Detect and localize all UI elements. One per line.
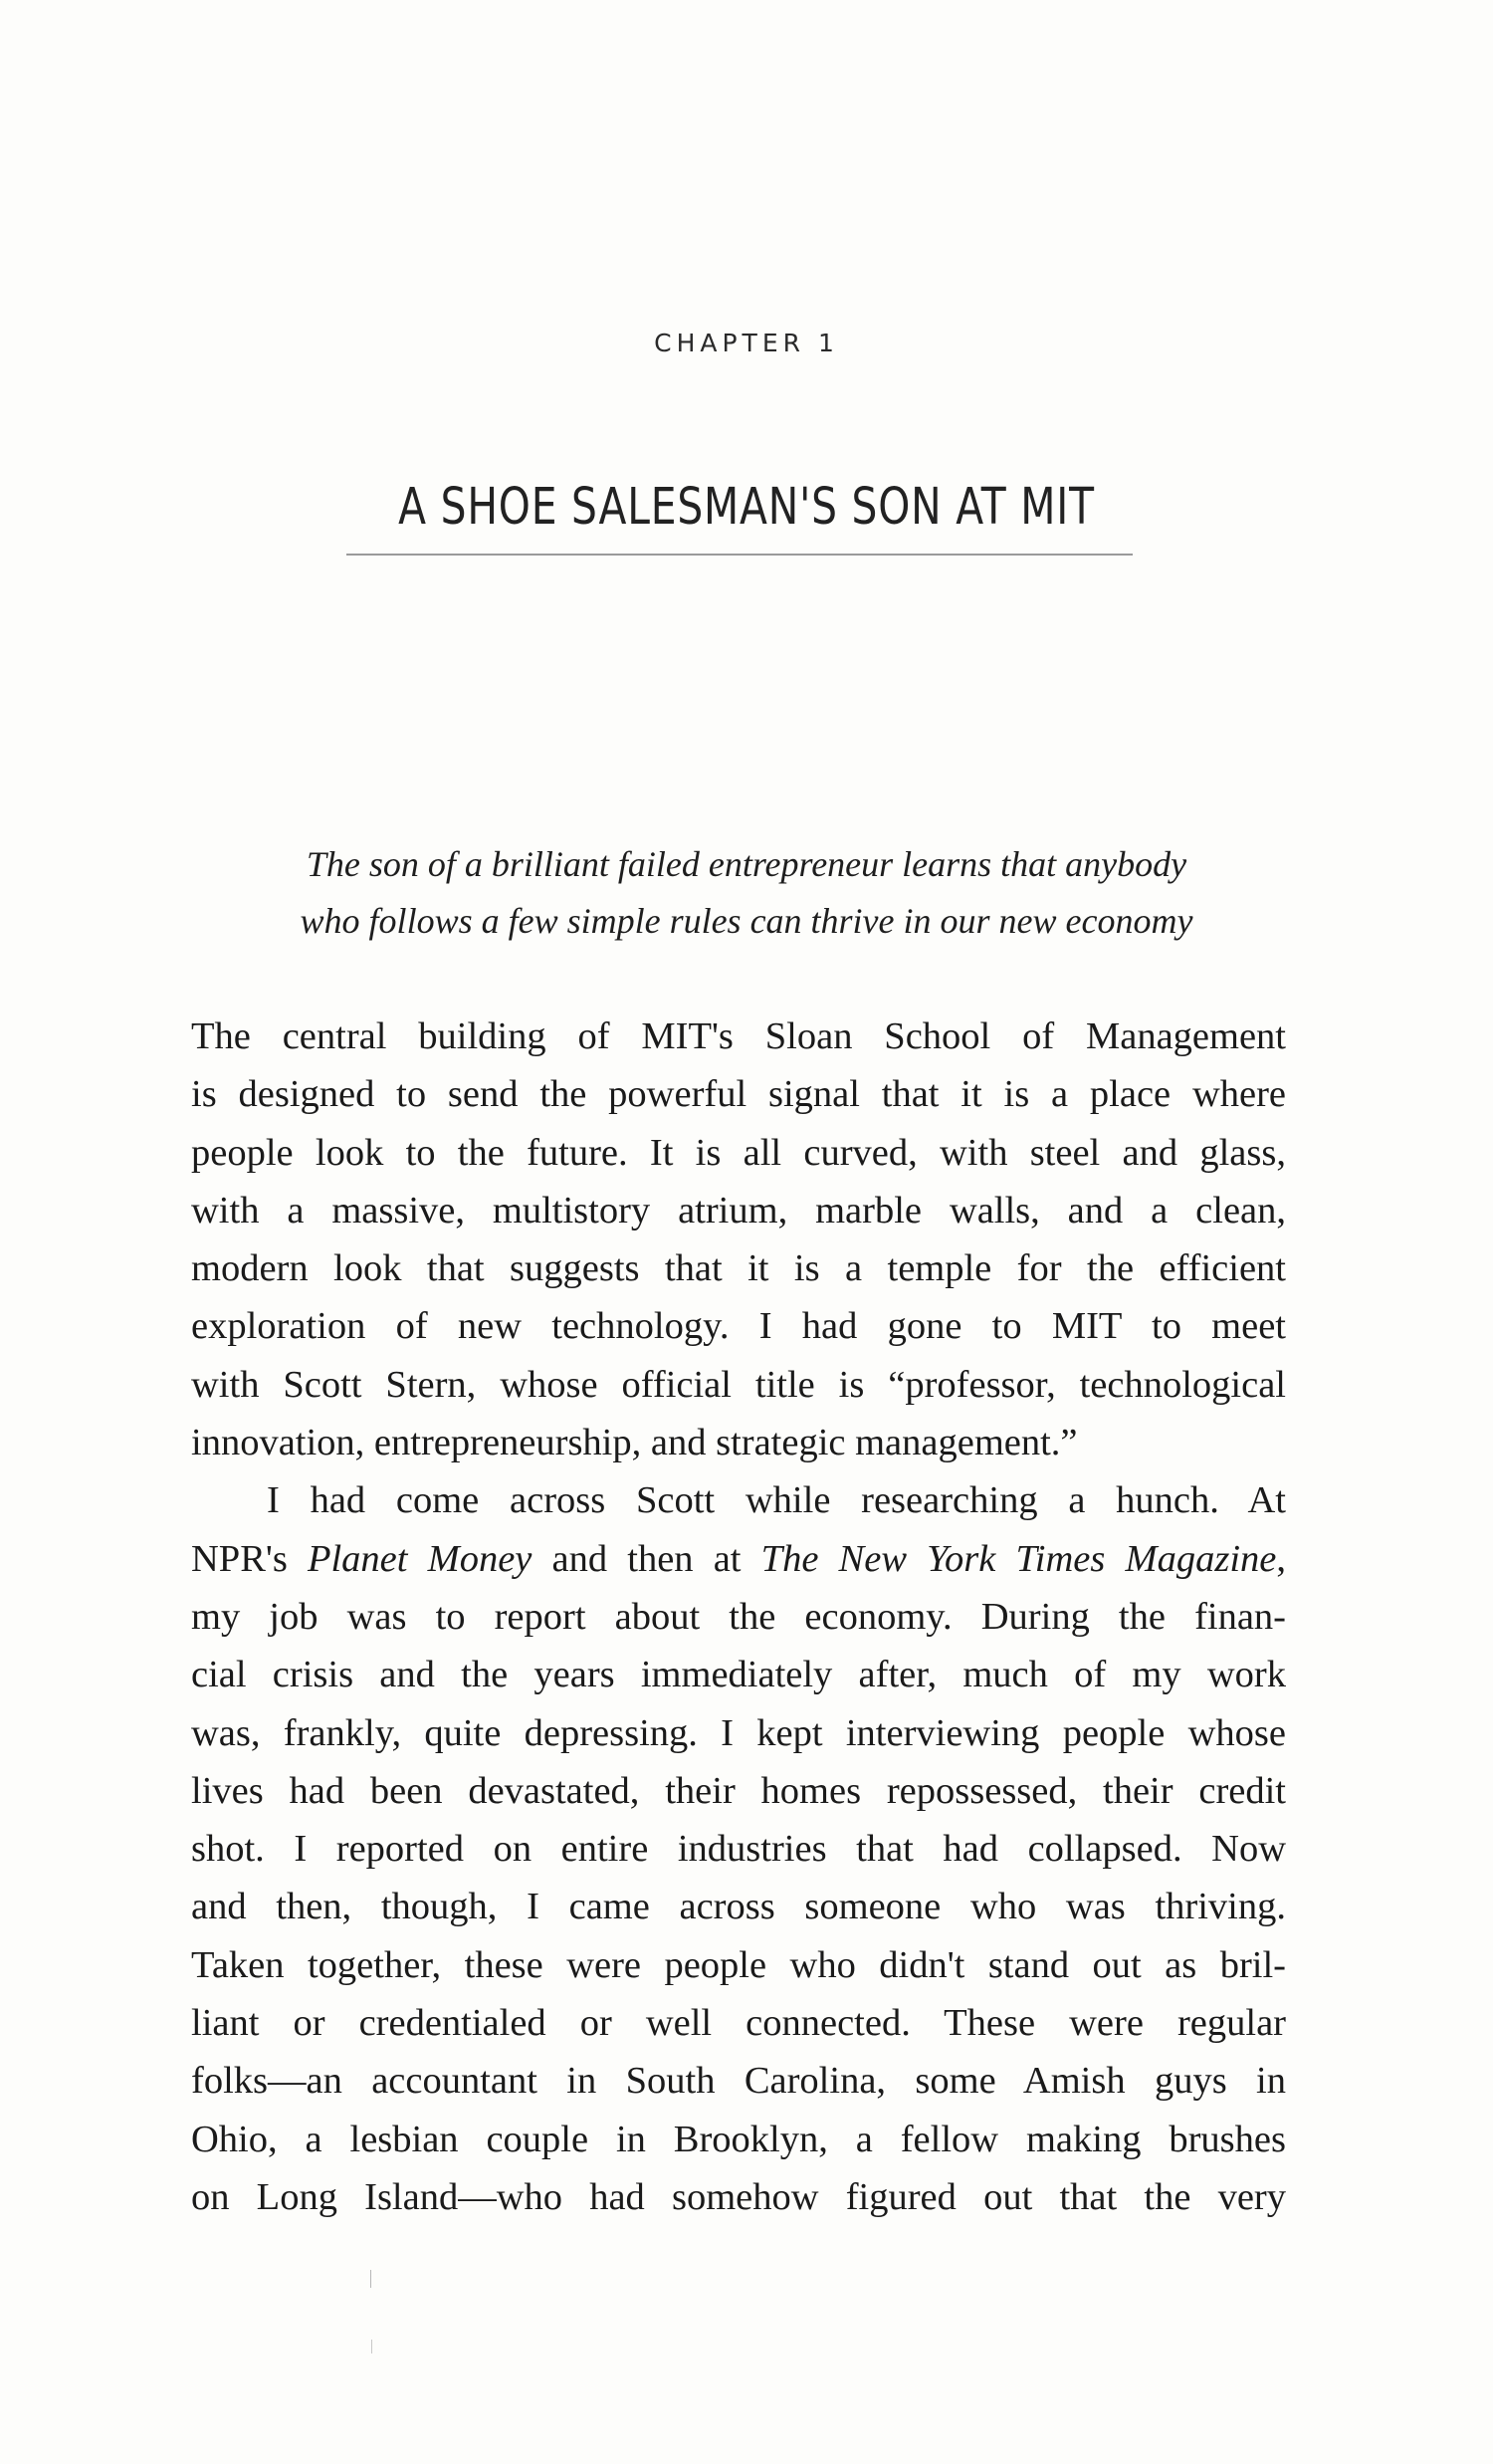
title-rule: [346, 554, 1133, 556]
body-text: [191, 1008, 1286, 2226]
epigraph-line: who follows a few simple rules can thrive in our new economy: [300, 901, 1193, 941]
chapter-label: CHAPTER 1: [654, 329, 839, 357]
text-line: with Scott Stern, whose official title is “professor, technological: [191, 1363, 1286, 1406]
text-line: [191, 1530, 1286, 1588]
text-line: modern look that suggests that it is a temple for the efficient: [191, 1247, 1286, 1290]
text-line: Ohio, a lesbian couple in Brooklyn, a fellow making brushes: [191, 2118, 1286, 2160]
text-line: I had come across Scott while researching a hunch. At: [267, 1479, 1286, 1522]
text-run: and then at: [532, 1537, 761, 1580]
text-line: shot. I reported on entire industries that had collapsed. Now: [191, 1828, 1286, 1871]
publication-title: The New York Times Magazine: [760, 1537, 1277, 1580]
text-line: with a massive, multistory atrium, marble walls, and a clean,: [191, 1189, 1286, 1232]
chapter-title: A SHOE SALESMAN'S SON AT MIT: [398, 478, 1095, 537]
text-line: The central building of MIT's Sloan School of Management: [191, 1015, 1286, 1057]
text-run: NPR's: [191, 1537, 308, 1580]
text-line: and then, though, I came across someone who was thriving.: [191, 1886, 1286, 1928]
paragraph-1: [191, 1008, 1286, 1471]
text-line: was, frankly, quite depressing. I kept interviewing people whose: [191, 1711, 1286, 1754]
text-line: my job was to report about the economy. During the finan-: [191, 1595, 1286, 1638]
publication-title: Planet Money: [307, 1537, 533, 1580]
text-line: people look to the future. It is all curved, with steel and glass,: [191, 1131, 1286, 1174]
text-line: lives had been devastated, their homes repossessed, their credit: [191, 1769, 1286, 1812]
epigraph-line: The son of a brilliant failed entrepreneur learns that anybody: [306, 844, 1187, 884]
text-line: on Long Island—who had somehow figured out that the very: [191, 2175, 1286, 2218]
text-line: exploration of new technology. I had gone to MIT to meet: [191, 1305, 1286, 1348]
text-line: is designed to send the powerful signal that it is a place where: [191, 1073, 1286, 1116]
paragraph-2: [191, 1471, 1286, 2226]
text-run: ,: [1276, 1537, 1286, 1580]
text-line: liant or credentialed or well connected. These were regular: [191, 2002, 1286, 2045]
chapter-epigraph: [189, 836, 1304, 950]
text-line: innovation, entrepreneurship, and strategic management.”: [191, 1422, 1078, 1464]
text-line: folks—an accountant in South Carolina, some Amish guys in: [191, 2060, 1286, 2103]
text-line: cial crisis and the years immediately after, much of my work: [191, 1654, 1286, 1696]
text-line: Taken together, these were people who didn't stand out as bril-: [191, 1943, 1286, 1986]
scan-artifact: [370, 2270, 372, 2359]
